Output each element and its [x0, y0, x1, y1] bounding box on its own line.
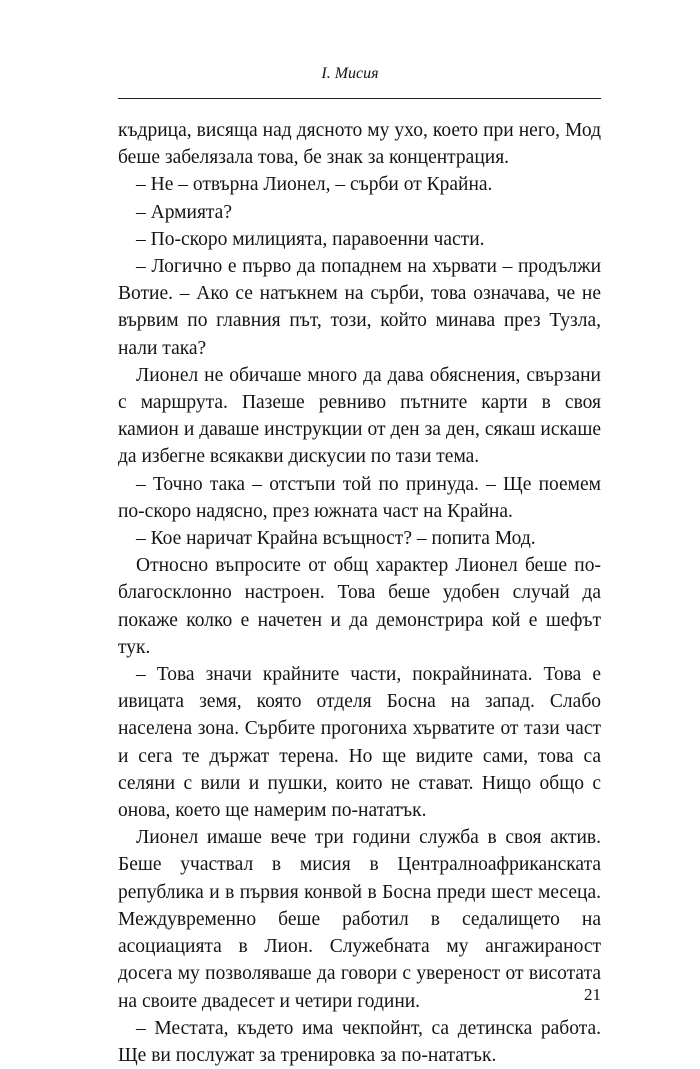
- running-head: I. Мисия: [321, 65, 379, 82]
- paragraph: къдрица, висяща над дясното му ухо, което при него, Мод беше забелязала това, бе знак за концентрация.: [118, 120, 601, 169]
- paragraph: – По-скоро милицията, паравоенни части.: [136, 228, 485, 250]
- paragraph: – Точно така – отстъпи той по принуда. – Ще поемем по-скоро надясно, през южната част на Крайна.: [118, 473, 601, 522]
- paragraph: – Това значи крайните части, покрайнината. Това е ивицата земя, която отделя Босна на запад. Слабо населена зона. Сърбите прогониха хърватите от тази част и сега те държат терена. Но ще видите сами, това са селяни с вили и пушки, които не стават. Нищо общо с онова, което ще намерим по-нататък.: [118, 664, 601, 822]
- paragraph: Лионел не обичаше много да дава обяснения, свързани с маршрута. Пазеше ревниво пътните карти в своя камион и даваше инструкции от ден за ден, сякаш искаше да избегне всякакви дискусии по тази тема.: [118, 364, 601, 468]
- header-rule: [118, 98, 601, 99]
- page-number: 21: [584, 985, 601, 1004]
- paragraph: – Армията?: [136, 201, 232, 223]
- paragraph: – Не – отвърна Лионел, – сърби от Крайна.: [136, 174, 493, 196]
- paragraph: Лионел имаше вече три години служба в своя актив. Беше участвал в мисия в Централноафриканската република и в първия конвой в Босна преди шест месеца. Междувременно беше работил в седалището на асоциацията в Лион. Служебната му ангажираност досега му позволяваше да говори с увереност от висотата на своите двадесет и четири години.: [118, 827, 601, 1012]
- body-text: [118, 117, 601, 1069]
- paragraph: – Местата, където има чекпойнт, са детинска работа. Ще ви послужат за тренировка за по-нататък.: [118, 1017, 601, 1066]
- paragraph: – Логично е първо да попаднем на хървати – продължи Вотие. – Ако се натъкнем на сърби, това означава, че не вървим по главния път, този, който минава през Тузла, нали така?: [118, 256, 601, 359]
- paragraph: Относно въпросите от общ характер Лионел беше по-благосклонно настроен. Това беше удобен случай да покаже колко е начетен и да демонстрира кой е шефът тук.: [118, 555, 601, 658]
- paragraph: – Кое наричат Крайна всъщност? – попита Мод.: [136, 528, 536, 550]
